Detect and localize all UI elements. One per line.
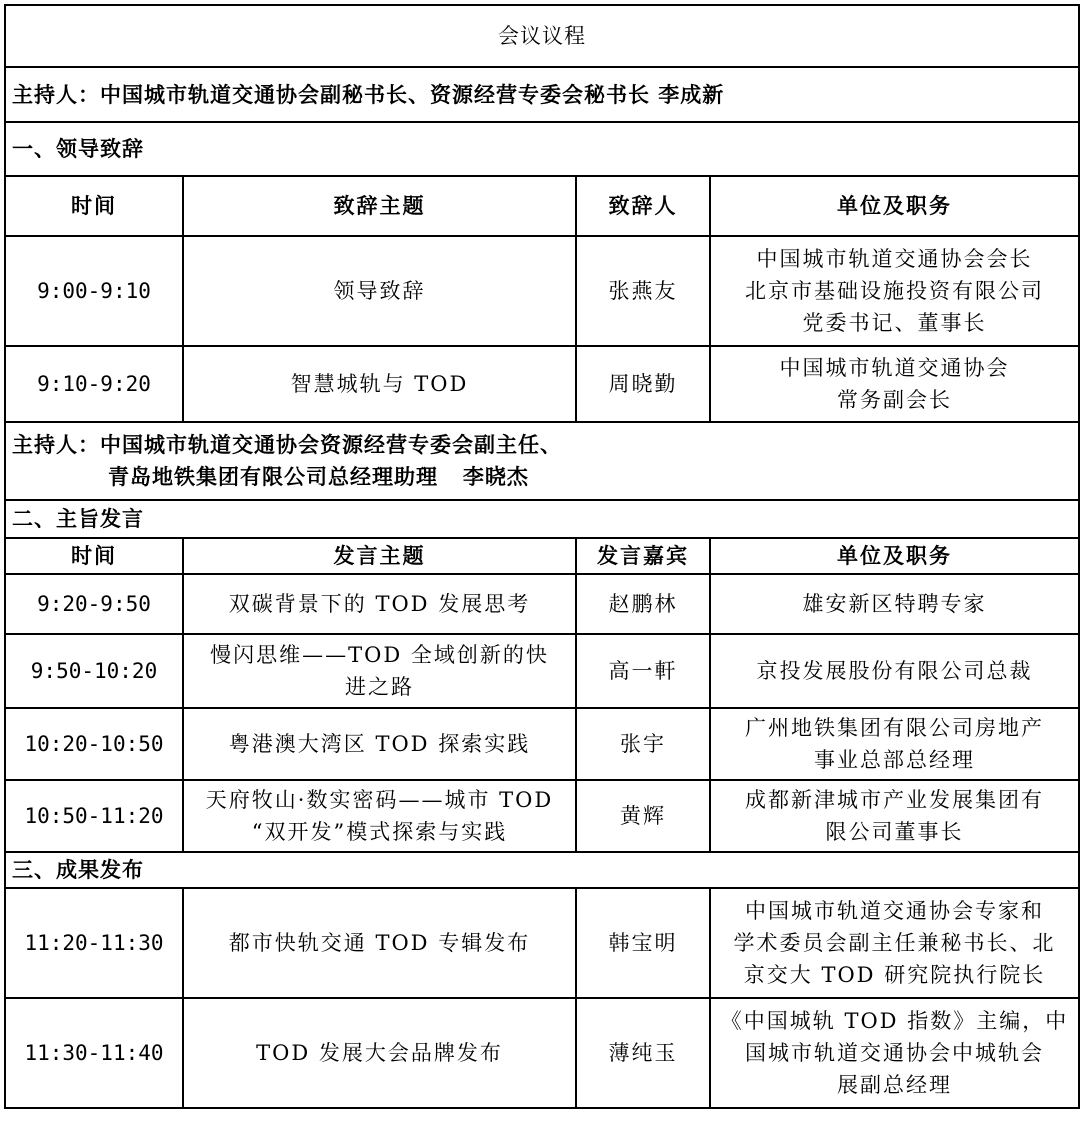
org-line: 中国城市轨道交通协会 (779, 356, 1010, 380)
host-1: 主持人：中国城市轨道交通协会副秘书长、资源经营专委会秘书长 李成新 (5, 67, 1079, 122)
table-row (5, 346, 1079, 422)
header-org: 单位及职务 (710, 538, 1079, 574)
row-org: 雄安新区特聘专家 (710, 574, 1079, 634)
table-row (5, 998, 1079, 1108)
host-2-line-2: 青岛地铁集团有限公司总经理助理 李晓杰 (108, 464, 529, 489)
header-topic: 致辞主题 (183, 176, 576, 236)
org-line: 《中国城轨 TOD 指数》主编，中 (720, 1009, 1069, 1033)
org-line: 广州地铁集团有限公司房地产 (745, 716, 1044, 740)
row-time: 11:30-11:40 (5, 998, 183, 1108)
row-time: 9:50-10:20 (5, 634, 183, 708)
row-speaker: 赵鹏林 (576, 574, 710, 634)
org-line: 成都新津城市产业发展集团有 (745, 788, 1044, 812)
row-time: 9:20-9:50 (5, 574, 183, 634)
topic-line: “双开发”模式探索与实践 (251, 820, 508, 844)
section-row-2 (5, 500, 1079, 538)
row-speaker: 黄辉 (576, 780, 710, 852)
table-row (5, 236, 1079, 346)
table-row (5, 574, 1079, 634)
table-row (5, 634, 1079, 708)
row-speaker: 张宇 (576, 708, 710, 780)
agenda-title: 会议议程 (5, 5, 1079, 67)
header-topic: 发言主题 (183, 538, 576, 574)
row-time: 11:20-11:30 (5, 888, 183, 998)
row-speaker: 高一軒 (576, 634, 710, 708)
host-row-2 (5, 422, 1079, 500)
host-2-line-1: 主持人：中国城市轨道交通协会资源经营专委会副主任、 (12, 432, 562, 457)
topic-line: 慢闪思维——TOD 全域创新的快 (210, 643, 549, 667)
row-topic: TOD 发展大会品牌发布 (183, 998, 576, 1108)
row-org (710, 346, 1079, 422)
section-3-title: 三、成果发布 (5, 852, 1079, 888)
row-org (710, 998, 1079, 1108)
row-topic: 智慧城轨与 TOD (183, 346, 576, 422)
org-line: 中国城市轨道交通协会会长 (756, 247, 1033, 271)
row-time: 9:00-9:10 (5, 236, 183, 346)
row-org (710, 888, 1079, 998)
row-topic: 都市快轨交通 TOD 专辑发布 (183, 888, 576, 998)
row-speaker: 薄纯玉 (576, 998, 710, 1108)
row-time: 10:20-10:50 (5, 708, 183, 780)
topic-line: 进之路 (345, 675, 414, 699)
row-org (710, 236, 1079, 346)
header-time: 时间 (5, 176, 183, 236)
org-line: 限公司董事长 (825, 820, 964, 844)
org-line: 北京市基础设施投资有限公司 (745, 279, 1044, 303)
org-line: 事业总部总经理 (814, 748, 975, 772)
agenda-table (4, 4, 1080, 1109)
section-row-1 (5, 122, 1079, 176)
row-org: 京投发展股份有限公司总裁 (710, 634, 1079, 708)
org-line: 国城市轨道交通协会中城轨会 (745, 1041, 1044, 1065)
table-row (5, 780, 1079, 852)
row-topic: 粤港澳大湾区 TOD 探索实践 (183, 708, 576, 780)
section-2-title: 二、主旨发言 (5, 500, 1079, 538)
header-org: 单位及职务 (710, 176, 1079, 236)
row-topic (183, 780, 576, 852)
row-time: 9:10-9:20 (5, 346, 183, 422)
table-row (5, 708, 1079, 780)
row-org (710, 780, 1079, 852)
row-speaker: 韩宝明 (576, 888, 710, 998)
row-topic (183, 634, 576, 708)
host-row-1 (5, 67, 1079, 122)
org-line: 党委书记、董事长 (802, 311, 987, 335)
row-time: 10:50-11:20 (5, 780, 183, 852)
header-row-1 (5, 176, 1079, 236)
header-time: 时间 (5, 538, 183, 574)
row-speaker: 张燕友 (576, 236, 710, 346)
header-speaker: 发言嘉宾 (576, 538, 710, 574)
topic-line: 天府牧山·数实密码——城市 TOD (205, 788, 554, 812)
header-row-2 (5, 538, 1079, 574)
table-row (5, 888, 1079, 998)
row-speaker: 周晓勤 (576, 346, 710, 422)
row-topic: 领导致辞 (183, 236, 576, 346)
org-line: 展副总经理 (837, 1073, 952, 1097)
row-topic: 双碳背景下的 TOD 发展思考 (183, 574, 576, 634)
org-line: 常务副会长 (837, 388, 952, 412)
row-org (710, 708, 1079, 780)
org-line: 中国城市轨道交通协会专家和 (745, 899, 1044, 923)
org-line: 京交大 TOD 研究院执行院长 (743, 963, 1046, 987)
section-row-3 (5, 852, 1079, 888)
title-row (5, 5, 1079, 67)
host-2 (5, 422, 1079, 500)
org-line: 学术委员会副主任兼秘书长、北 (733, 931, 1056, 955)
header-speaker: 致辞人 (576, 176, 710, 236)
section-1-title: 一、领导致辞 (5, 122, 1079, 176)
